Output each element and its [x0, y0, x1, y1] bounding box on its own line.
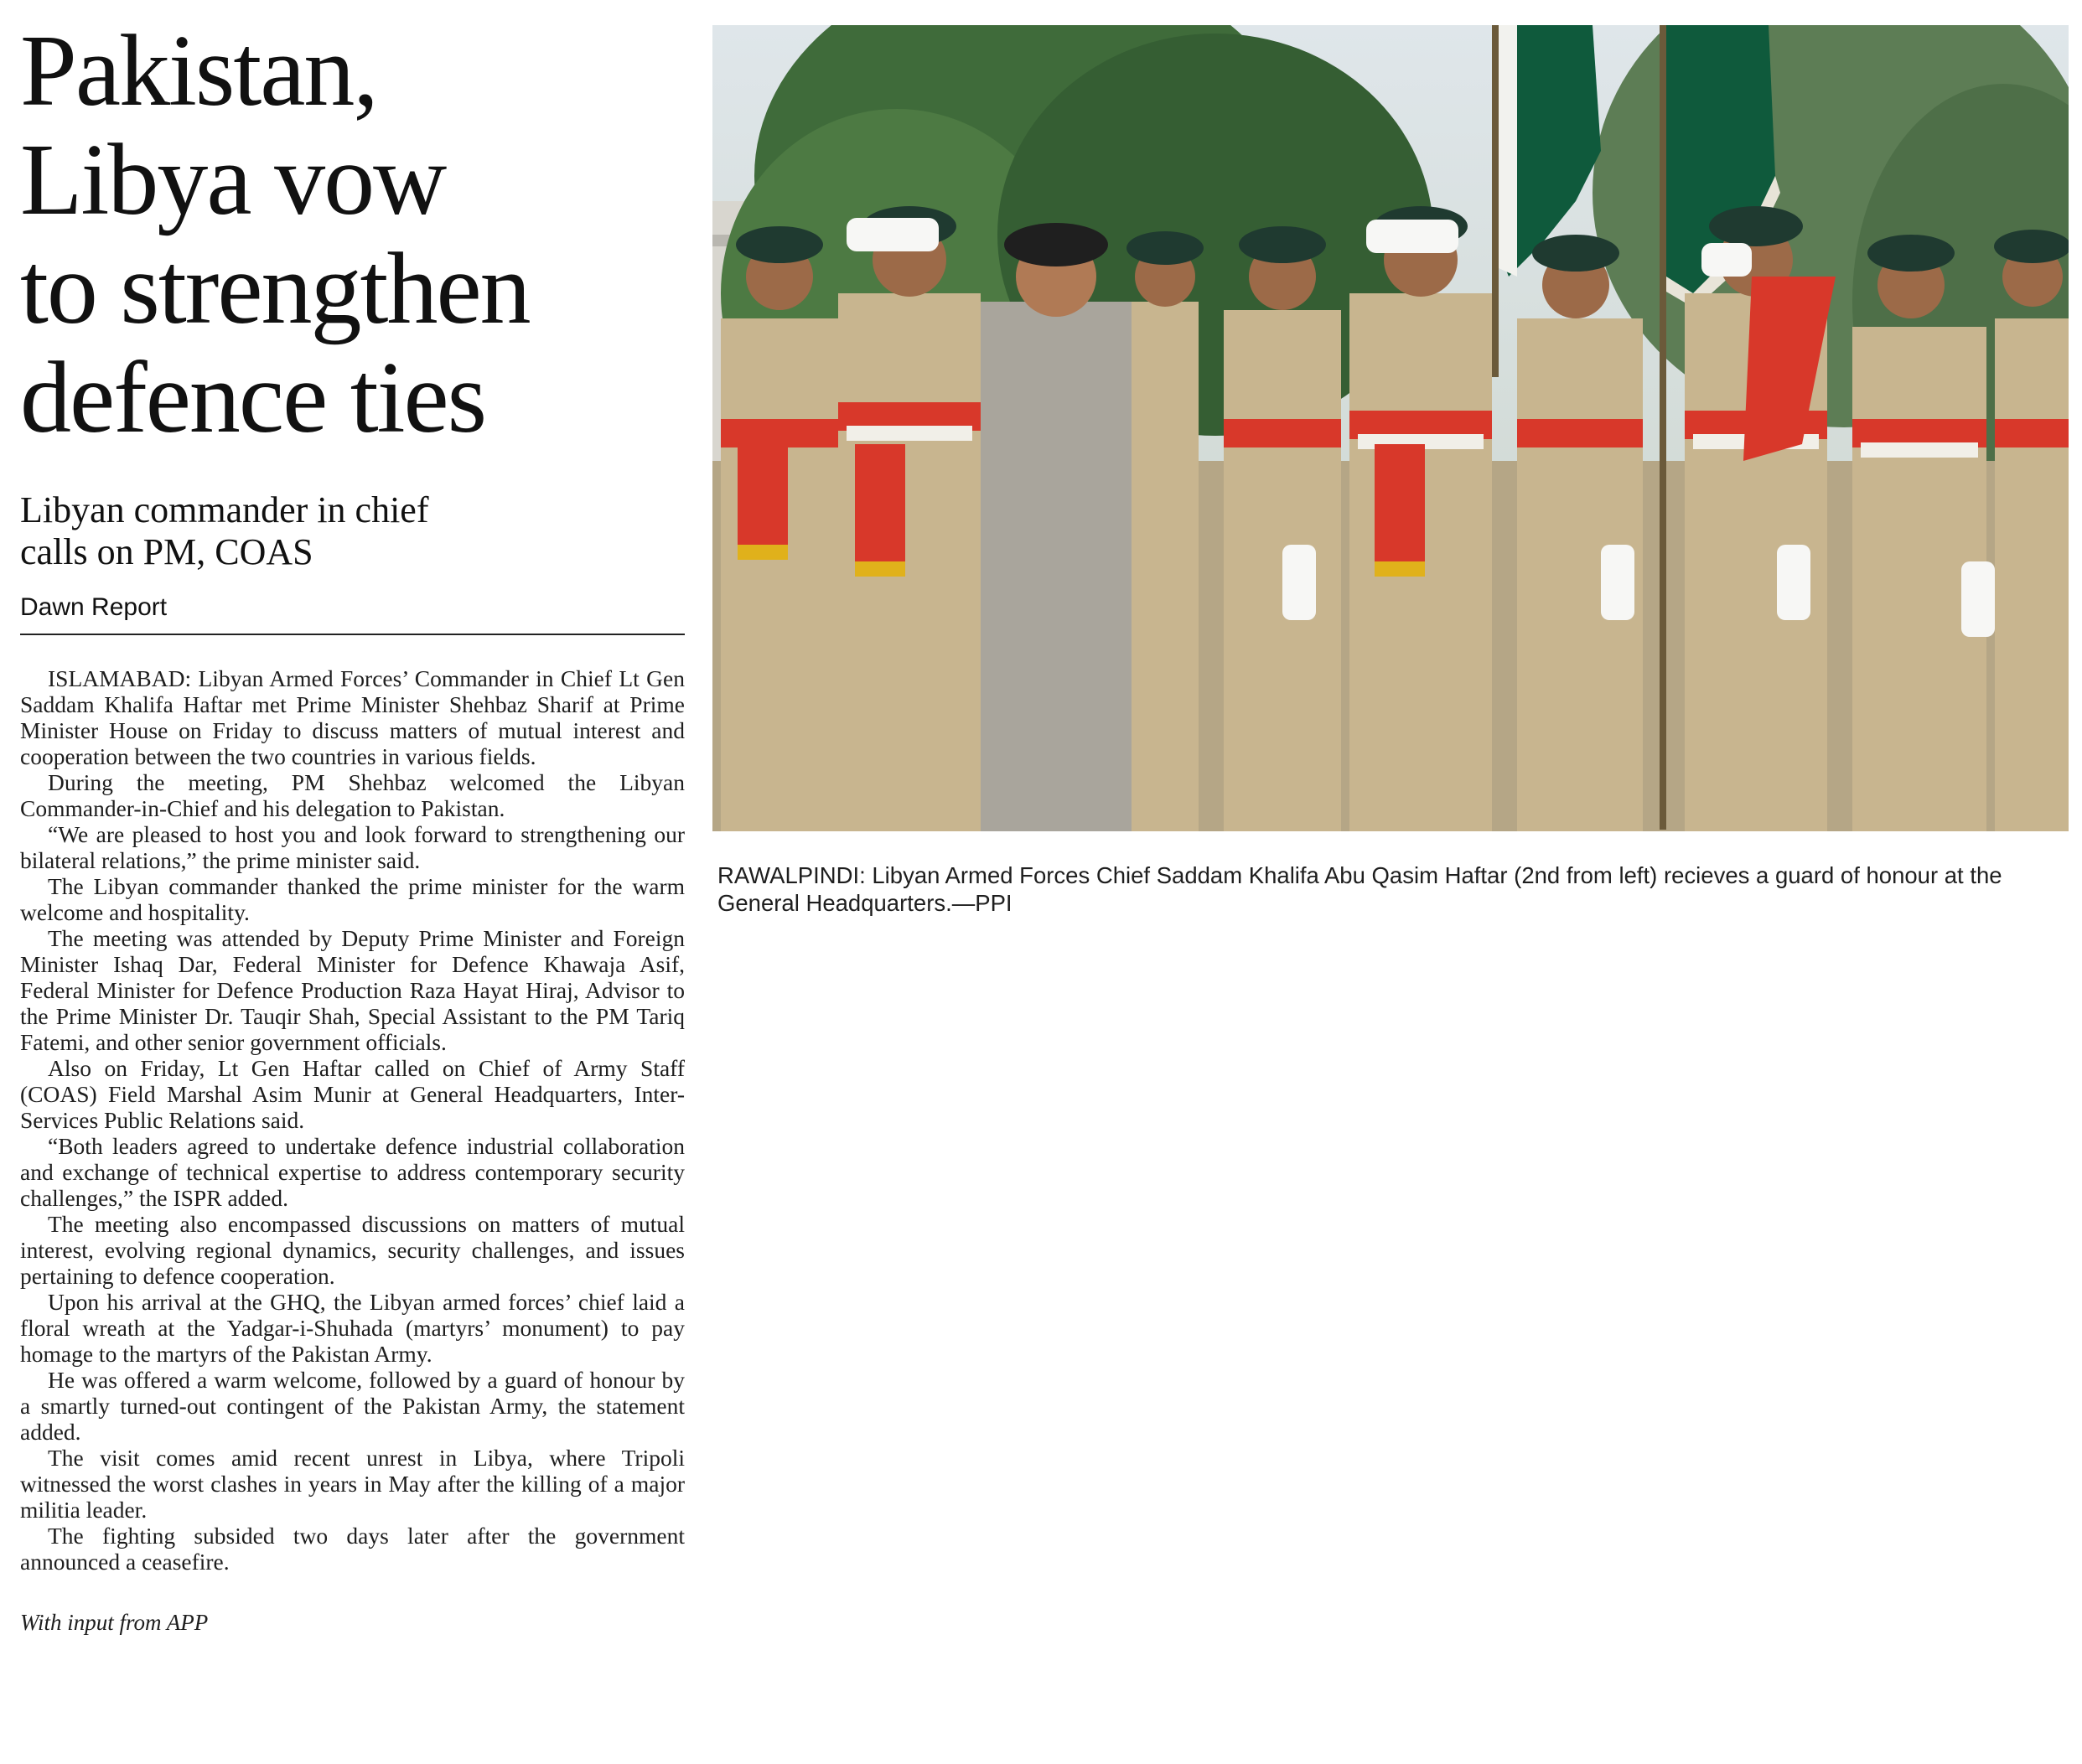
- subheadline: Libyan commander in chief calls on PM, COAS: [20, 489, 429, 572]
- paragraph: “We are pleased to host you and look forward to strengthening our bilateral relations,” the prime minister said.: [20, 821, 685, 873]
- paragraph: During the meeting, PM Shehbaz welcomed the Libyan Commander-in-Chief and his delegation to Pakistan.: [20, 769, 685, 821]
- paragraph: The meeting also encompassed discussions on matters of mutual interest, evolving regional dynamics, security challenges, and issues pertaining to defence cooperation.: [20, 1211, 685, 1289]
- paragraph: Also on Friday, Lt Gen Haftar called on Chief of Army Staff (COAS) Field Marshal Asim Munir at General Headquarters, Inter-Services Public Relations said.: [20, 1055, 685, 1133]
- news-photo: [712, 25, 2069, 831]
- paragraph: Upon his arrival at the GHQ, the Libyan armed forces’ chief laid a floral wreath at the Yadgar-i-Shuhada (martyrs’ monument) to pay homage to the martyrs of the Pakistan Army.: [20, 1289, 685, 1367]
- headline: Pakistan, Libya vow to strengthen defence ties: [20, 14, 530, 454]
- photo-caption: RAWALPINDI: Libyan Armed Forces Chief Saddam Khalifa Abu Qasim Haftar (2nd from left) recieves a guard of honour at the General Headquarters.—PPI: [717, 862, 2002, 916]
- article-column: [20, 14, 685, 1636]
- credit-line: With input from APP: [20, 1610, 209, 1635]
- paragraph: He was offered a warm welcome, followed by a guard of honour by a smartly turned-out contingent of the Pakistan Army, the statement added.: [20, 1367, 685, 1445]
- paragraph: “Both leaders agreed to undertake defence industrial collaboration and exchange of technical expertise to address contemporary security challenges,” the ISPR added.: [20, 1133, 685, 1211]
- paragraph: The Libyan commander thanked the prime minister for the warm welcome and hospitality.: [20, 873, 685, 925]
- byline: Dawn Report: [20, 593, 685, 635]
- paragraph: The fighting subsided two days later after the government announced a ceasefire.: [20, 1523, 685, 1575]
- guard-of-honour-image: [712, 25, 2069, 831]
- article-body: [20, 665, 685, 1575]
- paragraph: The meeting was attended by Deputy Prime Minister and Foreign Minister Ishaq Dar, Federal Minister for Defence Khawaja Asif, Federal Minister for Defence Production Raza Hayat Hiraj, Advisor to the Prime Minister Dr. Tauqir Shah, Special Assistant to the PM Tariq Fatemi, and other senior government officials.: [20, 925, 685, 1055]
- paragraph: The visit comes amid recent unrest in Libya, where Tripoli witnessed the worst clashes in years in May after the killing of a major militia leader.: [20, 1445, 685, 1523]
- paragraph: ISLAMABAD: Libyan Armed Forces’ Commander in Chief Lt Gen Saddam Khalifa Haftar met Prime Minister Shehbaz Sharif at Prime Minister House on Friday to discuss matters of mutual interest and cooperation between the two countries in various fields.: [20, 665, 685, 769]
